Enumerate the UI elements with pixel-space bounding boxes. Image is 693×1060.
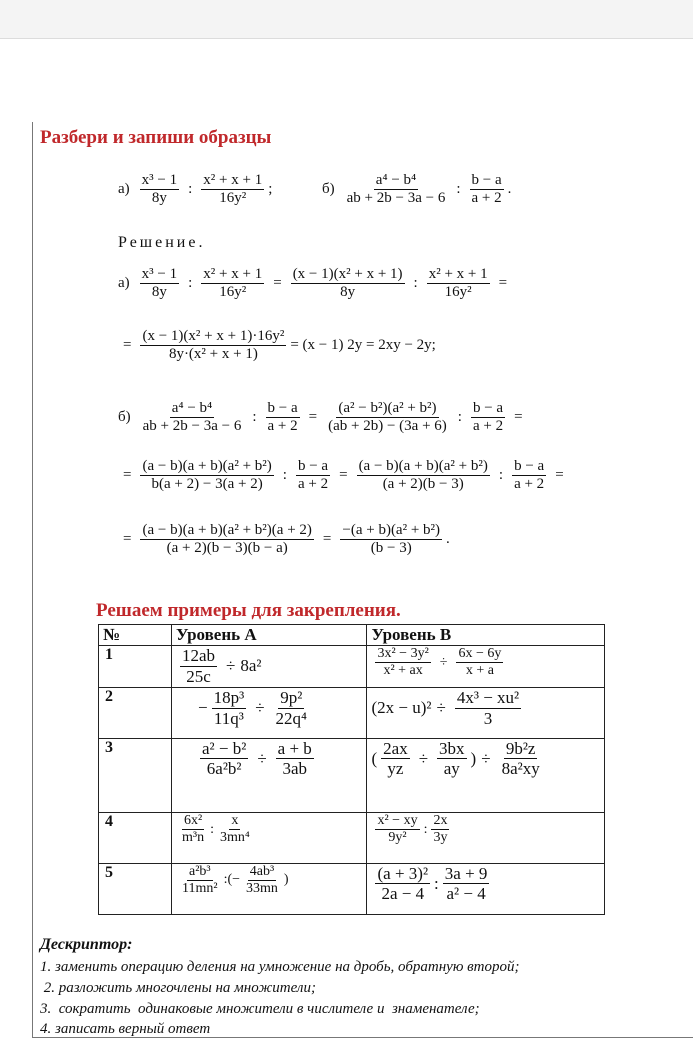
sample-heading: Разбери и запиши образцы bbox=[40, 127, 272, 148]
expression bbox=[371, 864, 600, 904]
solution-a-line-1 bbox=[118, 266, 512, 302]
operator: : bbox=[223, 872, 228, 888]
fraction bbox=[455, 688, 521, 728]
equals: = bbox=[498, 275, 508, 292]
equals: = bbox=[322, 531, 332, 548]
paren: ) bbox=[470, 748, 477, 768]
numerator: b − a bbox=[266, 400, 300, 418]
fraction bbox=[357, 458, 490, 494]
fraction bbox=[296, 458, 330, 494]
numerator: b − a bbox=[512, 458, 546, 476]
denominator: 6a²b² bbox=[206, 759, 242, 779]
descriptor-item: 3. сократить одинаковые множители в числителе и знаменателе; bbox=[40, 1001, 480, 1017]
operator: ÷ bbox=[226, 656, 236, 676]
denominator: 3y bbox=[433, 830, 448, 846]
solution-b-line-1 bbox=[118, 400, 528, 436]
fraction bbox=[140, 172, 179, 208]
term: 8a² bbox=[240, 656, 262, 676]
denominator: yz bbox=[387, 759, 404, 779]
expression bbox=[176, 646, 362, 686]
table-row bbox=[99, 813, 605, 863]
operator: : bbox=[456, 181, 461, 198]
numerator: 2x bbox=[431, 813, 449, 830]
table-header-row bbox=[99, 625, 605, 646]
numerator: 4x³ − xu² bbox=[456, 688, 520, 708]
term: (2x − u)² bbox=[371, 698, 432, 718]
operator: ÷ bbox=[436, 698, 446, 718]
numerator: 9b²z bbox=[505, 738, 536, 758]
denominator: a² − 4 bbox=[446, 884, 486, 904]
denominator: ab + 2b − 3a − 6 bbox=[346, 190, 446, 207]
denominator: a + 2 bbox=[472, 418, 504, 435]
fraction bbox=[201, 172, 264, 208]
numerator: 6x − 6y bbox=[456, 646, 503, 663]
level-b-cell bbox=[367, 646, 605, 688]
denominator: x² + ax bbox=[383, 663, 423, 679]
row-number: 5 bbox=[99, 863, 172, 914]
numerator: a⁴ − b⁴ bbox=[374, 172, 419, 190]
equals: = bbox=[273, 275, 282, 292]
denominator: 11q³ bbox=[213, 708, 244, 728]
paren: (− bbox=[227, 872, 241, 888]
solution-label: Решение. bbox=[118, 234, 206, 251]
numerator: 3x² − 3y² bbox=[375, 646, 430, 663]
fraction bbox=[180, 813, 206, 846]
operator: : bbox=[457, 409, 462, 426]
practice-heading: Решаем примеры для закрепления. bbox=[96, 600, 401, 621]
operator: : bbox=[252, 409, 257, 426]
header-level-a: Уровень А bbox=[172, 625, 367, 646]
level-a-cell bbox=[172, 738, 367, 813]
fraction bbox=[140, 328, 286, 364]
denominator: (a + 2)(b − 3)(b − a) bbox=[166, 540, 288, 557]
numerator: x² + x + 1 bbox=[201, 172, 264, 190]
paren: ) bbox=[283, 872, 289, 888]
operator: : bbox=[282, 467, 287, 484]
numerator: x² − xy bbox=[375, 813, 419, 830]
numerator: b − a bbox=[471, 400, 505, 418]
numerator: (a² − b²)(a² + b²) bbox=[336, 400, 438, 418]
fraction bbox=[291, 266, 405, 302]
table-row bbox=[99, 738, 605, 813]
numerator: x² + x + 1 bbox=[201, 266, 264, 284]
numerator: (a + 3)² bbox=[377, 863, 429, 883]
operator: : bbox=[413, 275, 418, 292]
result-text: = (x − 1) 2y = 2xy − 2y; bbox=[290, 337, 436, 354]
level-a-cell bbox=[172, 863, 367, 914]
numerator: b − a bbox=[470, 172, 504, 190]
denominator: 25c bbox=[186, 666, 211, 686]
level-b-cell bbox=[367, 813, 605, 863]
equals: = bbox=[308, 409, 318, 426]
task-a-label: а) bbox=[118, 181, 130, 198]
fraction bbox=[140, 522, 313, 558]
numerator: (a − b)(a + b)(a² + b²)(a + 2) bbox=[140, 522, 313, 540]
fraction bbox=[212, 688, 247, 728]
row-number: 2 bbox=[99, 688, 172, 738]
numerator: a²b³ bbox=[187, 864, 213, 881]
descriptor-item: 1. заменить операцию деления на умножение на дробь, обратную второй; bbox=[40, 959, 520, 975]
task-a bbox=[118, 172, 272, 208]
numerator: 2ax bbox=[383, 738, 408, 758]
operator: : bbox=[498, 467, 504, 484]
level-a-cell bbox=[172, 646, 367, 688]
denominator: 3ab bbox=[282, 759, 308, 779]
numerator: x³ − 1 bbox=[140, 172, 179, 190]
operator: : bbox=[434, 873, 439, 893]
equals: = bbox=[555, 467, 564, 484]
fraction bbox=[456, 646, 503, 679]
denominator: x + a bbox=[465, 663, 494, 679]
punctuation: . bbox=[446, 531, 450, 548]
equals: = bbox=[123, 531, 132, 548]
expression bbox=[371, 813, 600, 846]
denominator: 16y² bbox=[219, 190, 247, 207]
table-row bbox=[99, 688, 605, 738]
fraction bbox=[427, 266, 490, 302]
operator: ÷ bbox=[257, 748, 267, 768]
numerator: 4ab³ bbox=[248, 864, 276, 881]
descriptor-item: 4. записать верный ответ bbox=[40, 1021, 211, 1037]
numerator: (x − 1)(x² + x + 1)·16y² bbox=[140, 328, 286, 346]
fraction bbox=[244, 864, 280, 897]
table-row bbox=[99, 863, 605, 914]
fraction bbox=[340, 522, 442, 558]
solution-a-label: а) bbox=[118, 275, 130, 292]
numerator: b − a bbox=[296, 458, 330, 476]
denominator: (b − 3) bbox=[370, 540, 412, 557]
operator: : bbox=[423, 821, 428, 837]
punctuation: ; bbox=[268, 181, 273, 198]
operator: ÷ bbox=[255, 698, 265, 718]
row-number: 1 bbox=[99, 646, 172, 688]
numerator: x² + x + 1 bbox=[427, 266, 490, 284]
equals: = bbox=[123, 337, 132, 354]
fraction bbox=[140, 458, 273, 494]
fraction bbox=[437, 739, 467, 779]
operator: : bbox=[210, 821, 214, 837]
expression bbox=[176, 739, 362, 779]
fraction bbox=[180, 646, 217, 686]
denominator: 9y² bbox=[388, 830, 407, 846]
denominator: 3 bbox=[483, 708, 493, 728]
denominator: 8a²xy bbox=[501, 759, 540, 779]
fraction bbox=[431, 813, 449, 846]
operator: ÷ bbox=[418, 748, 429, 768]
denominator: 16y² bbox=[444, 284, 472, 301]
fraction bbox=[471, 400, 505, 436]
denominator: 11mn² bbox=[182, 880, 218, 896]
fraction bbox=[500, 739, 542, 779]
denominator: a + 2 bbox=[267, 418, 298, 435]
fraction bbox=[470, 172, 504, 208]
top-toolbar bbox=[0, 0, 693, 39]
expression bbox=[176, 864, 362, 897]
numerator: 9p² bbox=[280, 688, 303, 708]
task-b-label: б) bbox=[322, 181, 335, 198]
fraction bbox=[266, 400, 300, 436]
fraction bbox=[201, 266, 264, 302]
expression bbox=[176, 813, 362, 846]
fraction bbox=[375, 646, 430, 679]
denominator: 8y bbox=[340, 284, 356, 301]
fraction bbox=[345, 172, 448, 208]
denominator: 8y·(x² + x + 1) bbox=[168, 346, 258, 363]
fraction bbox=[180, 864, 220, 897]
operator: : bbox=[188, 181, 193, 198]
denominator: 33mn bbox=[246, 880, 278, 896]
fraction bbox=[218, 813, 252, 846]
operator: : bbox=[188, 275, 193, 292]
numerator: x bbox=[229, 813, 240, 830]
denominator: ay bbox=[443, 759, 460, 779]
header-level-b: Уровень В bbox=[367, 625, 605, 646]
numerator: (x − 1)(x² + x + 1) bbox=[291, 266, 405, 284]
expression bbox=[371, 739, 600, 779]
denominator: (ab + 2b) − (3a + 6) bbox=[328, 418, 447, 435]
numerator: a⁴ − b⁴ bbox=[170, 400, 215, 418]
numerator: a² − b² bbox=[202, 738, 247, 758]
numerator: 6x² bbox=[182, 813, 204, 830]
fraction bbox=[375, 813, 419, 846]
level-a-cell bbox=[172, 813, 367, 863]
fraction bbox=[200, 739, 248, 779]
numerator: 12ab bbox=[182, 646, 216, 666]
fraction bbox=[375, 864, 430, 904]
denominator: (a + 2)(b − 3) bbox=[382, 476, 464, 493]
level-b-cell bbox=[367, 863, 605, 914]
solution-b-line-3 bbox=[118, 522, 450, 558]
descriptor-title: Дескриптор: bbox=[40, 936, 133, 953]
paren: ( bbox=[371, 748, 378, 768]
fraction bbox=[274, 688, 309, 728]
descriptor-item: 2. разложить многочлены на множители; bbox=[40, 980, 316, 996]
expression bbox=[371, 646, 600, 679]
table-row bbox=[99, 646, 605, 688]
numerator: (a − b)(a + b)(a² + b²) bbox=[357, 458, 490, 476]
fraction bbox=[276, 739, 314, 779]
denominator: 22q⁴ bbox=[275, 708, 307, 728]
punctuation: . bbox=[507, 181, 512, 198]
denominator: a + 2 bbox=[471, 190, 502, 207]
numerator: 3a + 9 bbox=[444, 863, 488, 883]
header-number: № bbox=[99, 625, 172, 646]
operator: ÷ bbox=[481, 748, 491, 768]
denominator: ab + 2b − 3a − 6 bbox=[142, 418, 242, 435]
solution-a-line-2 bbox=[118, 328, 436, 364]
denominator: a + 2 bbox=[297, 476, 329, 493]
row-number: 3 bbox=[99, 738, 172, 813]
fraction bbox=[443, 864, 490, 904]
sign: − bbox=[198, 698, 208, 718]
numerator: 18p³ bbox=[213, 688, 245, 708]
equals: = bbox=[339, 467, 348, 484]
fraction bbox=[326, 400, 449, 436]
denominator: m³n bbox=[182, 830, 205, 846]
denominator: a + 2 bbox=[514, 476, 545, 493]
level-b-cell bbox=[367, 688, 605, 738]
equals: = bbox=[514, 409, 523, 426]
row-number: 4 bbox=[99, 813, 172, 863]
fraction bbox=[140, 266, 179, 302]
fraction bbox=[141, 400, 244, 436]
expression bbox=[371, 688, 600, 728]
fraction bbox=[512, 458, 546, 494]
numerator: x³ − 1 bbox=[140, 266, 179, 284]
denominator: b(a + 2) − 3(a + 2) bbox=[151, 476, 263, 493]
denominator: 16y² bbox=[219, 284, 247, 301]
numerator: a + b bbox=[277, 738, 312, 758]
numerator: 3bx bbox=[439, 738, 465, 758]
operator: ÷ bbox=[439, 654, 448, 670]
expression bbox=[176, 688, 362, 728]
fraction bbox=[381, 739, 410, 779]
level-b-cell bbox=[367, 738, 605, 813]
denominator: 2a − 4 bbox=[381, 884, 425, 904]
level-a-cell bbox=[172, 688, 367, 738]
solution-b-label: б) bbox=[118, 409, 131, 426]
denominator: 8y bbox=[151, 284, 167, 301]
denominator: 3mn⁴ bbox=[219, 830, 250, 846]
equals: = bbox=[123, 467, 132, 484]
numerator: (a − b)(a + b)(a² + b²) bbox=[140, 458, 273, 476]
numerator: −(a + b)(a² + b²) bbox=[340, 522, 442, 540]
exercise-table bbox=[98, 624, 605, 915]
solution-b-line-2 bbox=[118, 458, 569, 494]
denominator: 8y bbox=[151, 190, 167, 207]
task-b bbox=[322, 172, 511, 208]
